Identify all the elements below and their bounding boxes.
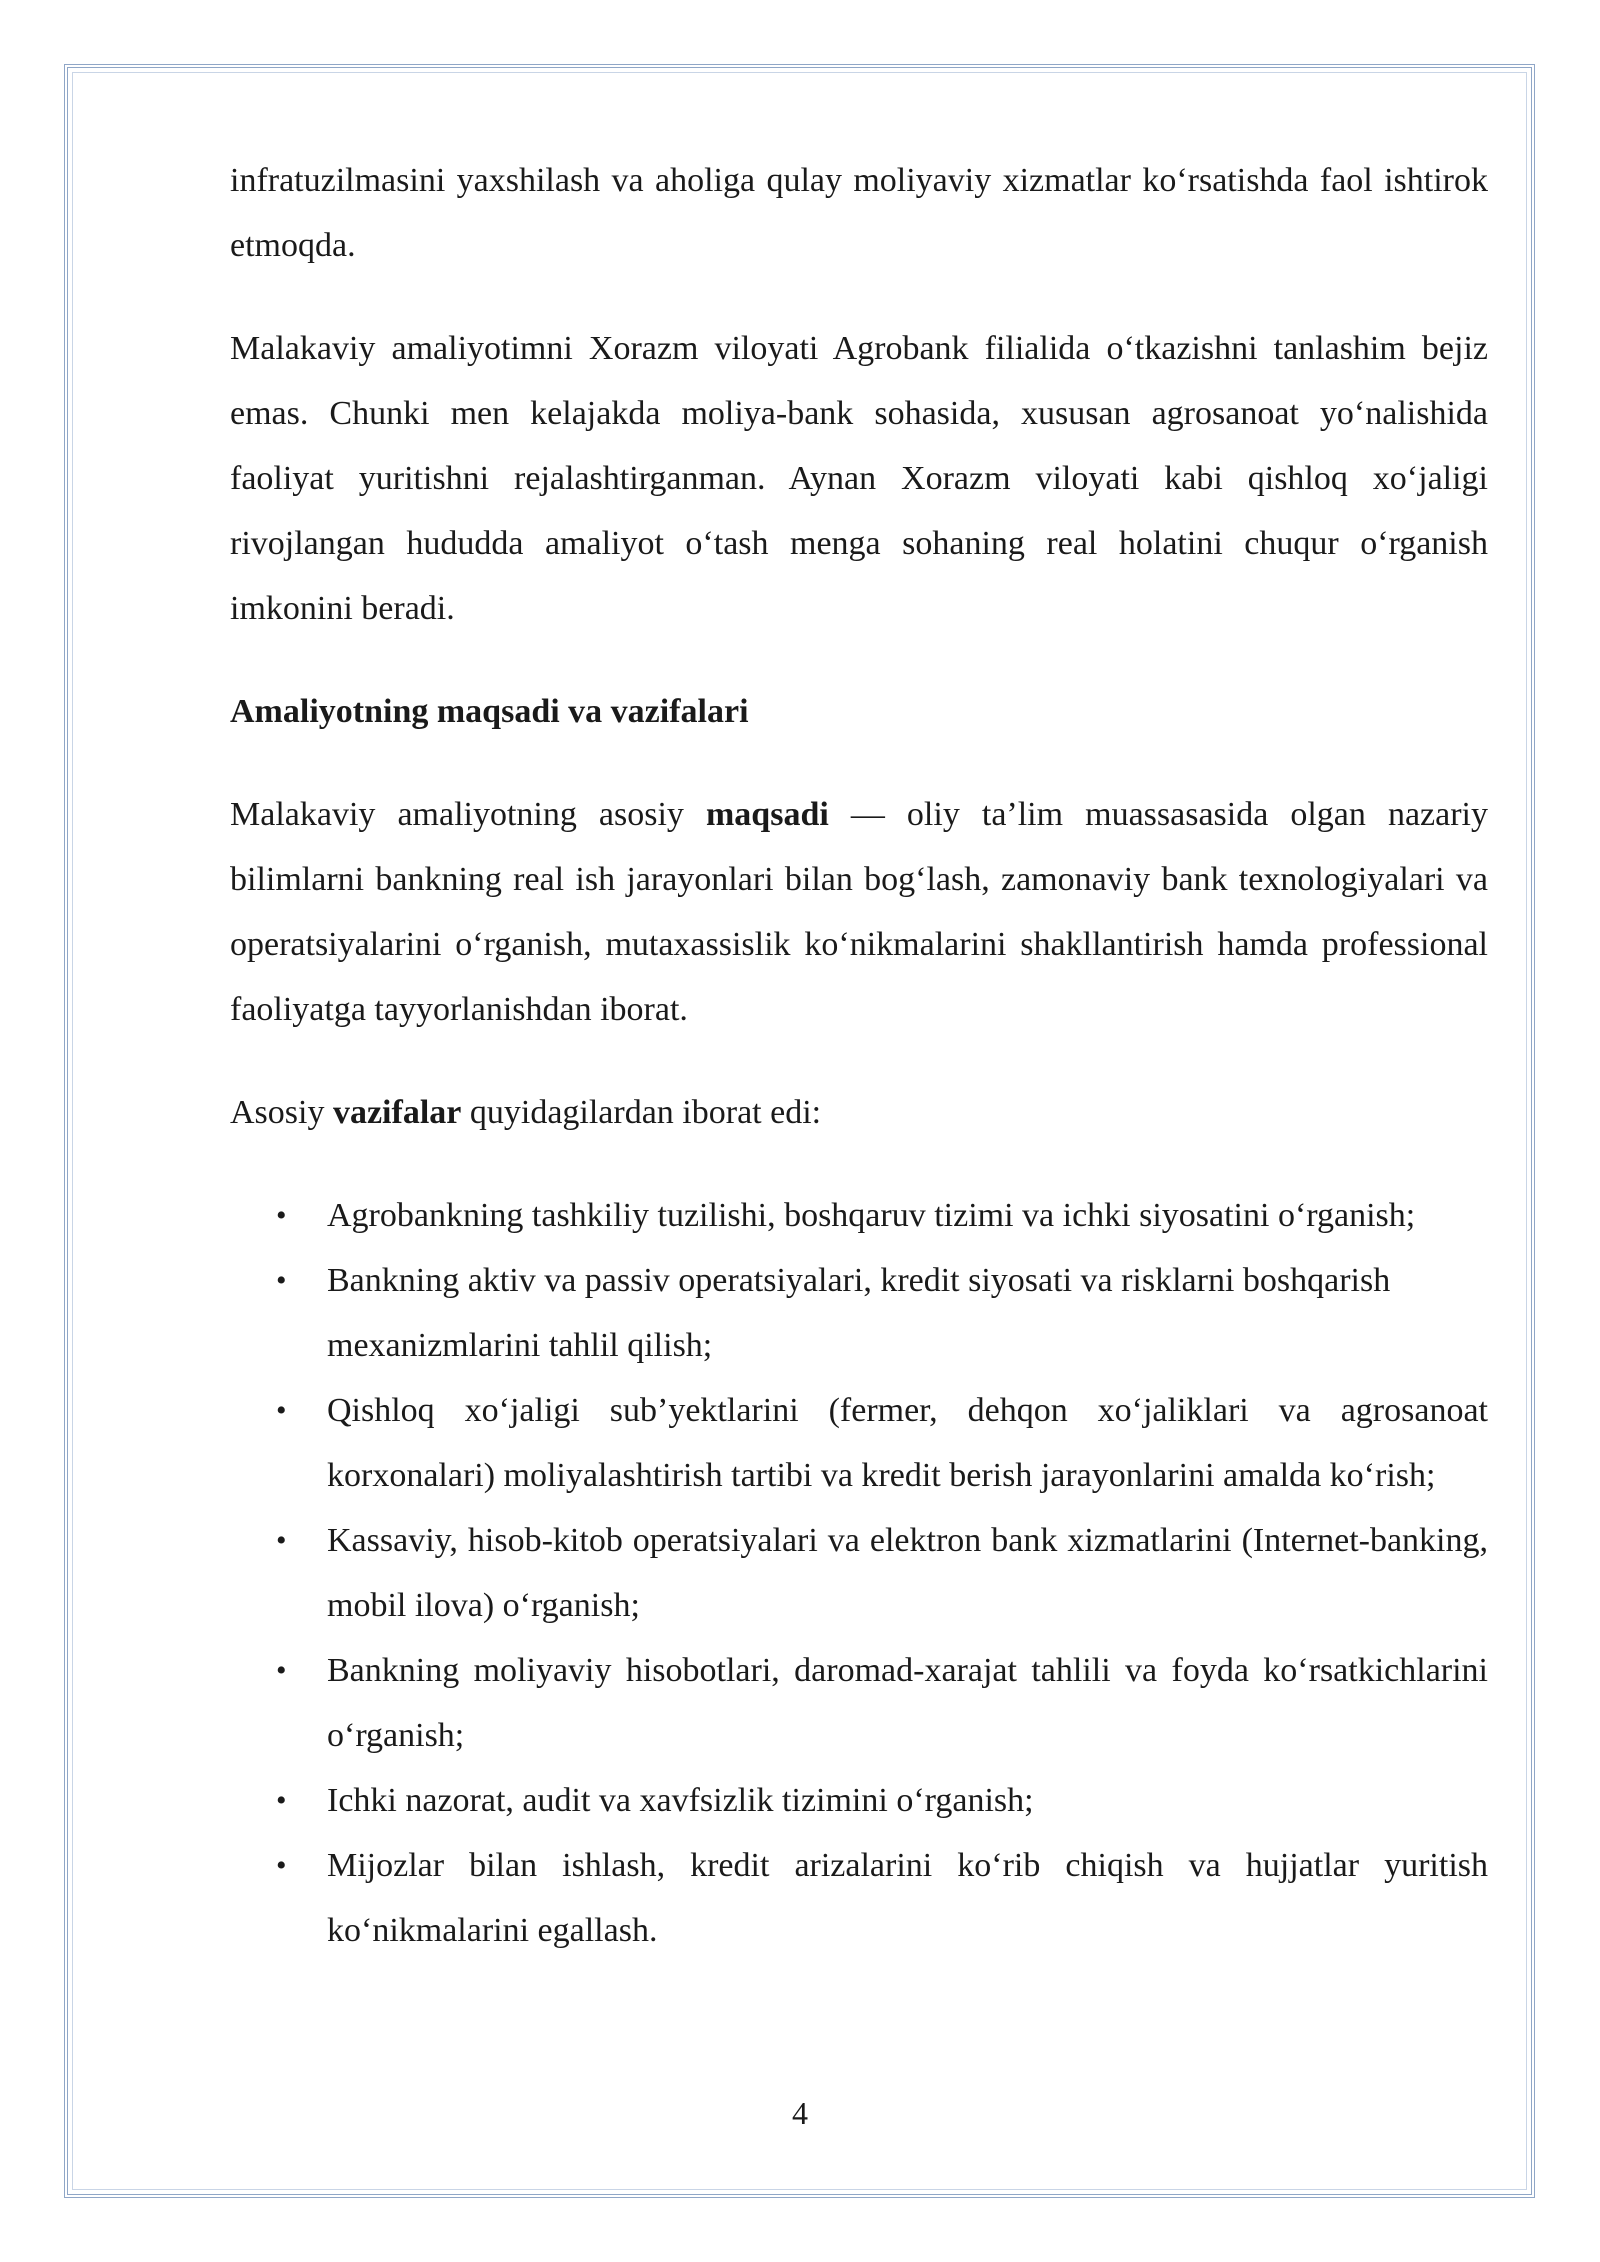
section-heading: Amaliyotning maqsadi va vazifalari	[230, 693, 749, 730]
list-item	[230, 1183, 1488, 1248]
list-item	[230, 1378, 1488, 1508]
bullet-icon: •	[276, 1394, 287, 1427]
goal-text-after: — oliy ta’lim muassasasida olgan nazariy bilimlarni bankning real ish jarayonlari bilan bog‘lash, zamonaviy bank texnologiyalari va operatsiyalarini o‘rganish, mutaxassislik ko‘nikmalarini shakllantirish hamda professional faoliyatga tayyorlanishdan iborat.	[230, 796, 1488, 1028]
bullet-icon: •	[276, 1524, 287, 1557]
list-item-text: Ichki nazorat, audit va xavfsizlik tizimini o‘rganish;	[327, 1782, 1034, 1819]
list-item-text: Kassaviy, hisob-kitob operatsiyalari va elektron bank xizmatlarini (Internet-banking, mobil ilova) o‘rganish;	[327, 1522, 1488, 1624]
goal-text-before: Malakaviy amaliyotning asosiy	[230, 796, 706, 833]
goal-paragraph	[230, 782, 1488, 1042]
list-item-text: Bankning aktiv va passiv operatsiyalari, kredit siyosati va risklarni boshqarish mexanizmlarini tahlil qilish;	[327, 1262, 1391, 1364]
list-item	[230, 1638, 1488, 1768]
list-item-text: Qishloq xo‘jaligi sub’yektlarini (fermer, dehqon xo‘jaliklari va agrosanoat korxonalari) moliyalashtirish tartibi va kredit berish jarayonlarini amalda ko‘rish;	[327, 1392, 1488, 1494]
practice-choice-paragraph: Malakaviy amaliyotimni Xorazm viloyati Agrobank filialida o‘tkazishni tanlashim bejiz emas. Chunki men kelajakda moliya-bank sohasida, xususan agrosanoat yo‘nalishida faoliyat yuritishni rejalashtirganman. Aynan Xorazm viloyati kabi qishloq xo‘jaligi rivojlangan hududda amaliyot o‘tash menga sohaning real holatini chuqur o‘rganish imkonini beradi.	[230, 330, 1488, 627]
list-item	[230, 1768, 1488, 1833]
tasks-intro-before: Asosiy	[230, 1094, 333, 1131]
bullet-icon: •	[276, 1199, 287, 1232]
list-item-text: Mijozlar bilan ishlash, kredit arizalarini ko‘rib chiqish va hujjatlar yuritish ko‘nikmalarini egallash.	[327, 1847, 1488, 1949]
list-item	[230, 1248, 1504, 1378]
document-body	[230, 148, 1488, 1963]
goal-bold-word: maqsadi	[705, 796, 829, 833]
list-item	[230, 1833, 1488, 1963]
bullet-icon: •	[276, 1849, 287, 1882]
list-item	[230, 1508, 1488, 1638]
page-number: 4	[792, 2095, 808, 2131]
list-item-text: Agrobankning tashkiliy tuzilishi, boshqaruv tizimi va ichki siyosatini o‘rganish;	[327, 1197, 1416, 1234]
intro-paragraph: infratuzilmasini yaxshilash va aholiga qulay moliyaviy xizmatlar ko‘rsatishda faol ishtirok etmoqda.	[230, 162, 1488, 264]
bullet-icon: •	[276, 1264, 287, 1297]
tasks-intro-after: quyidagilardan iborat edi:	[461, 1094, 822, 1131]
tasks-intro-bold-word: vazifalar	[332, 1094, 462, 1131]
bullet-icon: •	[276, 1784, 287, 1817]
bullet-icon: •	[276, 1654, 287, 1687]
tasks-intro	[230, 1080, 1488, 1145]
tasks-list	[230, 1183, 1488, 1963]
list-item-text: Bankning moliyaviy hisobotlari, daromad-xarajat tahlili va foyda ko‘rsatkichlarini o‘rganish;	[327, 1652, 1488, 1754]
